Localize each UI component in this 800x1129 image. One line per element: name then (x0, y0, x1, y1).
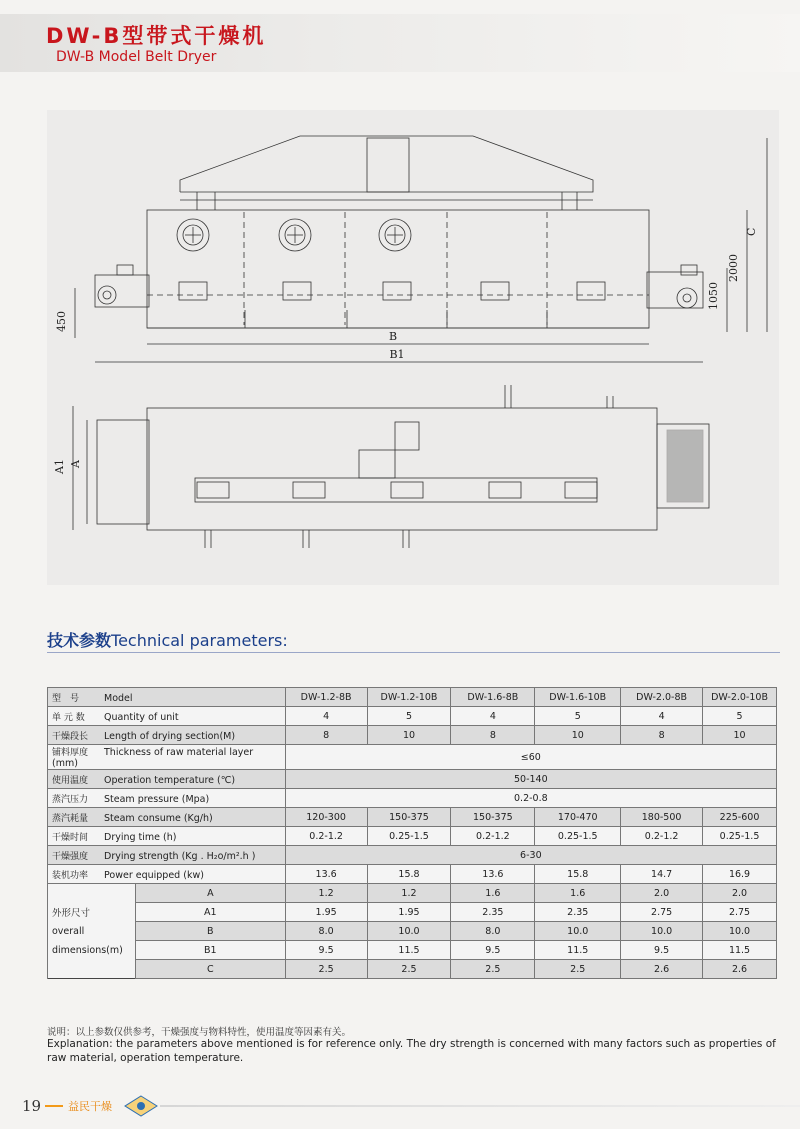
table-cell: 2.35 (451, 903, 535, 922)
dim-label-a: A (69, 460, 82, 468)
table-cell: 9.5 (451, 941, 535, 960)
table-cell: 10.0 (367, 922, 451, 941)
table-cell: 1.6 (451, 884, 535, 903)
brand-logo-icon (124, 1095, 158, 1117)
table-cell: 15.8 (367, 865, 451, 884)
table-cell: 0.25-1.5 (535, 827, 621, 846)
page-title-en: DW-B Model Belt Dryer (56, 49, 217, 65)
table-cell: 5 (367, 707, 451, 726)
table-cell: 10.0 (703, 922, 777, 941)
table-cell: 16.9 (703, 865, 777, 884)
table-row (48, 960, 777, 979)
brand-accent-bar (45, 1105, 63, 1107)
dim-label-b1: B1 (389, 348, 405, 361)
table-cell: 120-300 (285, 808, 367, 827)
row-label-cn: 单 元 数 (52, 712, 85, 723)
table-cell: 0.25-1.5 (703, 827, 777, 846)
dimension-label-cell (48, 960, 136, 979)
table-cell: 1.2 (285, 884, 367, 903)
note-en: Explanation: the parameters above mentioned is for reference only. The dry strength is concerned with many factors such as properties of raw material, operation temperature. (47, 1038, 776, 1064)
table-cell: 2.0 (703, 884, 777, 903)
note-cn: 说明：以上参数仅供参考，干燥强度与物料特性，使用温度等因素有关。 (47, 1027, 352, 1038)
row-label-cn: 蒸汽耗量 (52, 813, 89, 824)
heading-en: Technical parameters: (111, 631, 288, 650)
table-cell: 150-375 (367, 808, 451, 827)
row-label-cn: 干燥时间 (52, 832, 89, 843)
table-row (48, 770, 777, 789)
discharge-end (647, 272, 703, 308)
table-cell: 11.5 (535, 941, 621, 960)
row-label-cn: 装机功率 (52, 870, 89, 881)
table-cell: 2.75 (621, 903, 703, 922)
table-row (48, 808, 777, 827)
row-label-cn: 型 号 (52, 693, 80, 704)
row-label (48, 707, 286, 726)
table-cell: 8.0 (285, 922, 367, 941)
table-cell: 2.5 (285, 960, 367, 979)
fan-2 (279, 219, 311, 251)
row-label-en: Model (104, 692, 133, 704)
dimension-key: B1 (135, 941, 285, 960)
row-label-cn: 铺料厚度 (52, 748, 89, 758)
table-cell: 11.5 (703, 941, 777, 960)
table-cell: 0.25-1.5 (367, 827, 451, 846)
roof-outline (180, 136, 593, 192)
dimension-label-en-1: overall (52, 925, 85, 937)
model-header: DW-1.6-10B (535, 688, 621, 707)
plan-body (147, 408, 657, 530)
model-header: DW-2.0-8B (621, 688, 703, 707)
model-header: DW-1.2-8B (285, 688, 367, 707)
table-cell: 2.0 (621, 884, 703, 903)
row-label-en: Drying time (h) (104, 831, 177, 843)
dim-label-2000: 2000 (727, 254, 740, 282)
row-label-cn: 蒸汽压力 (52, 794, 89, 805)
dim-label-a1: A1 (53, 459, 66, 474)
table-cell: 13.6 (285, 865, 367, 884)
row-label-cn: 干燥段长 (52, 731, 89, 742)
dimension-key: C (135, 960, 285, 979)
table-cell: 5 (535, 707, 621, 726)
table-cell: 0.2-1.2 (621, 827, 703, 846)
dimension-key: B (135, 922, 285, 941)
table-cell: 9.5 (285, 941, 367, 960)
dim-label-450: 450 (55, 311, 68, 332)
technical-drawing (47, 110, 779, 585)
table-cell: 0.2-1.2 (285, 827, 367, 846)
table-cell: ≤60 (285, 745, 776, 770)
row-label-en: Thickness of raw material layer (mm) (52, 747, 254, 769)
table-cell: 2.5 (451, 960, 535, 979)
dimension-key: A (135, 884, 285, 903)
row-label (48, 846, 286, 865)
technical-parameters-table (47, 687, 777, 979)
table-cell: 50-140 (285, 770, 776, 789)
table-cell: 8.0 (451, 922, 535, 941)
row-label-en: Steam consume (Kg/h) (104, 812, 213, 824)
row-label (48, 865, 286, 884)
heading-underline (47, 652, 780, 653)
dimension-label-en-2: dimensions(m) (52, 944, 123, 956)
table-row (48, 827, 777, 846)
table-cell: 10.0 (621, 922, 703, 941)
dimension-key: A1 (135, 903, 285, 922)
dimension-label-cell (48, 903, 136, 922)
table-cell: 1.2 (367, 884, 451, 903)
row-label-en: Power equipped (kw) (104, 869, 204, 881)
table-cell: 2.5 (535, 960, 621, 979)
table-row (48, 922, 777, 941)
table-cell: 10.0 (535, 922, 621, 941)
row-label (48, 770, 286, 789)
row-label (48, 827, 286, 846)
row-label-en: Drying strength (Kg . H₂o/m².h ) (104, 850, 256, 862)
row-label-cn: 使用温度 (52, 775, 89, 786)
page-number: 19 (22, 1097, 42, 1115)
feed-end (95, 275, 149, 307)
row-label (48, 688, 286, 707)
model-header: DW-1.6-8B (451, 688, 535, 707)
dim-label-c: C (745, 227, 758, 236)
table-row (48, 846, 777, 865)
table-cell: 180-500 (621, 808, 703, 827)
row-label-en: Quantity of unit (104, 711, 179, 723)
fan-3 (379, 219, 411, 251)
row-label (48, 789, 286, 808)
table-cell: 4 (451, 707, 535, 726)
footer-line (160, 1105, 800, 1107)
table-cell: 150-375 (451, 808, 535, 827)
table-cell: 10 (535, 726, 621, 745)
dim-label-b: B (388, 330, 398, 343)
heading-cn: 技术参数 (47, 631, 112, 650)
row-label-en: Operation temperature (℃) (104, 774, 236, 786)
table-cell: 1.95 (367, 903, 451, 922)
table-cell: 8 (451, 726, 535, 745)
table-cell: 11.5 (367, 941, 451, 960)
table-row (48, 903, 777, 922)
fan-1 (177, 219, 209, 251)
table-cell: 2.5 (367, 960, 451, 979)
table-cell: 4 (621, 707, 703, 726)
table-cell: 225-600 (703, 808, 777, 827)
page-title-cn: DW-B型带式干燥机 (46, 24, 267, 48)
table-cell: 0.2-1.2 (451, 827, 535, 846)
table-cell: 8 (285, 726, 367, 745)
table-cell: 1.6 (535, 884, 621, 903)
row-label (48, 808, 286, 827)
dimension-label-cell (48, 884, 136, 903)
table-cell: 2.75 (703, 903, 777, 922)
table-row (48, 884, 777, 903)
model-header: DW-2.0-10B (703, 688, 777, 707)
technical-parameters-heading (47, 628, 288, 651)
table-cell: 9.5 (621, 941, 703, 960)
table-cell: 6-30 (285, 846, 776, 865)
table-row (48, 865, 777, 884)
table-cell: 0.2-0.8 (285, 789, 776, 808)
table-cell: 5 (703, 707, 777, 726)
dimension-label-cell (48, 941, 136, 960)
top-fan-box (367, 138, 409, 192)
plan-feed-end (97, 420, 149, 524)
row-label-en: Length of drying section(M) (104, 730, 236, 742)
table-cell: 2.6 (621, 960, 703, 979)
table-cell: 10 (703, 726, 777, 745)
table-cell: 14.7 (621, 865, 703, 884)
table-cell: 2.6 (703, 960, 777, 979)
row-label-en: Steam pressure (Mpa) (104, 793, 210, 805)
table-cell: 15.8 (535, 865, 621, 884)
table-cell: 13.6 (451, 865, 535, 884)
table-row (48, 745, 777, 770)
dryer-drawing-svg (47, 110, 779, 585)
model-header: DW-1.2-10B (367, 688, 451, 707)
table-cell: 4 (285, 707, 367, 726)
dim-label-1050: 1050 (707, 282, 720, 310)
table-row (48, 941, 777, 960)
table-cell: 170-470 (535, 808, 621, 827)
table-row (48, 707, 777, 726)
dimension-label-cell (48, 922, 136, 941)
table-row (48, 726, 777, 745)
table-cell: 2.35 (535, 903, 621, 922)
main-body (147, 210, 649, 328)
dimension-label-cn: 外形尺寸 (52, 908, 91, 919)
row-label (48, 745, 286, 770)
table-cell: 10 (367, 726, 451, 745)
table-row (48, 789, 777, 808)
table-row (48, 688, 777, 707)
brand-name: 益民干燥 (68, 1100, 112, 1113)
row-label (48, 726, 286, 745)
row-label-cn: 干燥强度 (52, 851, 89, 862)
table-cell: 8 (621, 726, 703, 745)
table-cell: 1.95 (285, 903, 367, 922)
